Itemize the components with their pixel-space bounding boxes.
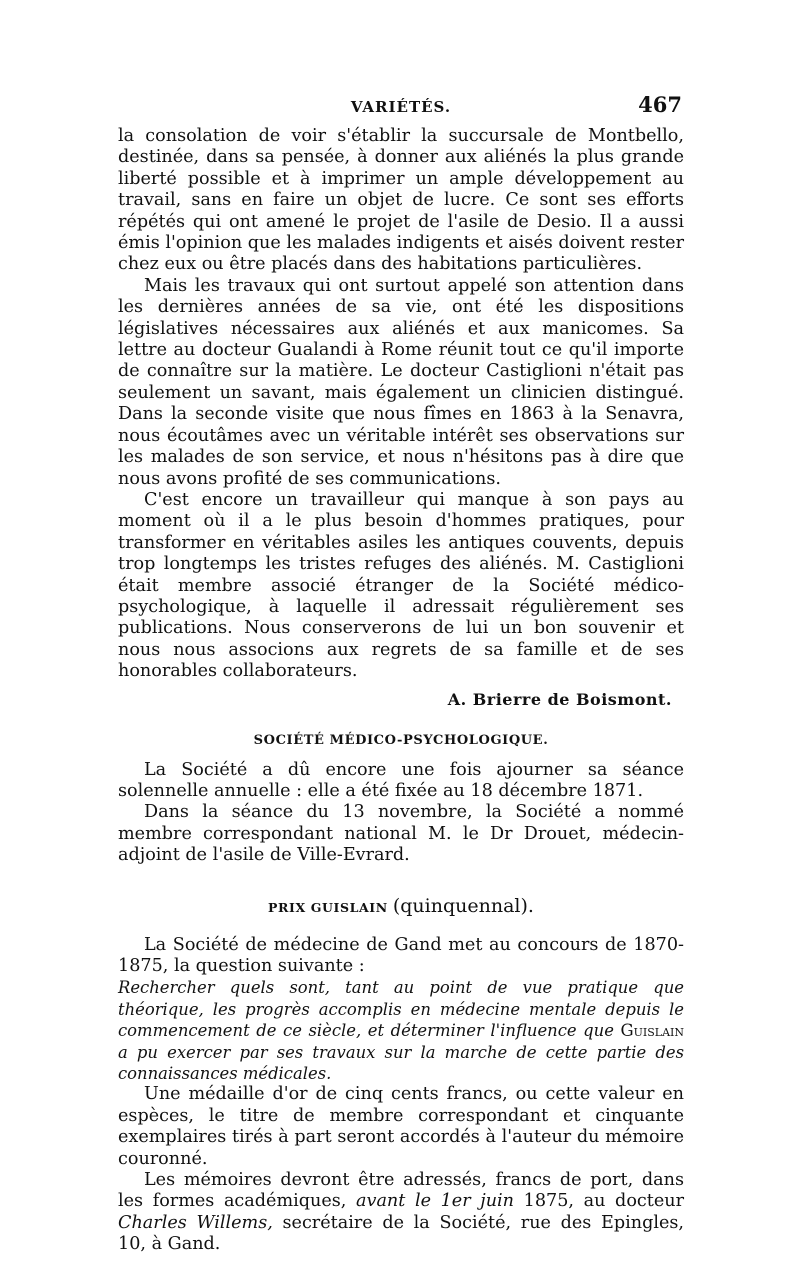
paragraph-worker: C'est encore un travailleur qui manque à son pays au moment où il a le plus besoin d'hommes pratiques, pour transformer en véritables asiles les antiques couvents, depuis trop longtemps les tristes refuges des aliénés. M. Castiglioni était membre associé étranger de la Société médico-psychologique, à laquelle il adressait régulièrement ses publications. Nous conserverons de lui un bon souvenir et nous nous associons aux regrets de sa famille et de ses honorables collaborateurs. (118, 489, 684, 682)
prize-heading-type: (quinquennal). (392, 894, 534, 917)
page (118, 92, 684, 1256)
prize-question-text-1: Rechercher quels sont, tant au point de vue pratique que théorique, les progrès accomplis en médecine mentale depuis le commencement de ce siècle, et déterminer l'influence que (118, 978, 684, 1041)
submission-text-2: 1875, au docteur (523, 1191, 684, 1212)
submission-name: Charles Willems, (118, 1212, 273, 1233)
running-title: VARIÉTÉS. (350, 98, 452, 116)
section-heading-society: SOCIÉTÉ MÉDICO-PSYCHOLOGIQUE. (253, 732, 549, 748)
paragraph-prize-submission (118, 1170, 684, 1256)
section-heading-prize (118, 893, 684, 921)
running-head (118, 92, 684, 126)
submission-date: avant le 1er juin (356, 1191, 514, 1212)
page-number: 467 (638, 92, 682, 117)
prize-question-name: Guislain (620, 1021, 684, 1041)
paragraph-society-session: La Société a dû encore une fois ajourner sa séance solennelle annuelle : elle a été fixée au 18 décembre 1871. (118, 759, 684, 801)
author-signature: A. Brierre de Boismont. (447, 689, 672, 709)
prize-question (118, 977, 684, 1084)
submission-text-1: Les mémoires devront être adressés, francs de port, dans les formes académiques, (118, 1170, 684, 1212)
prize-heading-name: PRIX GUISLAIN (268, 899, 388, 915)
paragraph-society-member: Dans la séance du 13 novembre, la Société a nommé membre correspondant national M. le Dr Drouet, médecin-adjoint de l'asile de Ville-Evrard. (118, 802, 684, 866)
paragraph-prize-medal: Une médaille d'or de cinq cents francs, ou cette valeur en espèces, le titre de membre correspondant et cinquante exemplaires tirés à part seront accordés à l'auteur du mémoire couronné. (118, 1084, 684, 1169)
paragraph-legislation: Mais les travaux qui ont surtout appelé son attention dans les dernières années de sa vie, ont été les dispositions législatives nécessaires aux aliénés et aux manicomes. Sa lettre au docteur Gualandi à Rome réunit tout ce qu'il importe de connaître sur la matière. Le docteur Castiglioni n'était pas seulement un savant, mais également un clinicien distingué. Dans la seconde visite que nous fîmes en 1863 à la Senavra, nous écoutâmes avec un véritable intérêt ses observations sur les malades de son service, et nous n'hésitons pas à dire que nous avons profité de ses communications. (118, 275, 684, 489)
submission-text-3: secrétaire de la Société, rue des Epingles, 10, à Gand. (118, 1212, 684, 1255)
prize-question-text-2: a pu exercer par ses travaux sur la marche de cette partie des connaissances médicales. (118, 1042, 684, 1084)
paragraph-prize-intro: La Société de médecine de Gand met au concours de 1870-1875, la question suivante : (118, 934, 684, 976)
paragraph-montbello: la consolation de voir s'établir la succursale de Montbello, destinée, dans sa pensée, à donner aux aliénés la plus grande liberté possible et à imprimer un ample développement au travail, sans en faire un objet de lucre. Ce sont ses efforts répétés qui ont amené le projet de l'asile de Desio. Il a aussi émis l'opinion que les malades indigents et aisés doivent rester chez eux ou être placés dans des habitations particulières. (118, 126, 684, 275)
